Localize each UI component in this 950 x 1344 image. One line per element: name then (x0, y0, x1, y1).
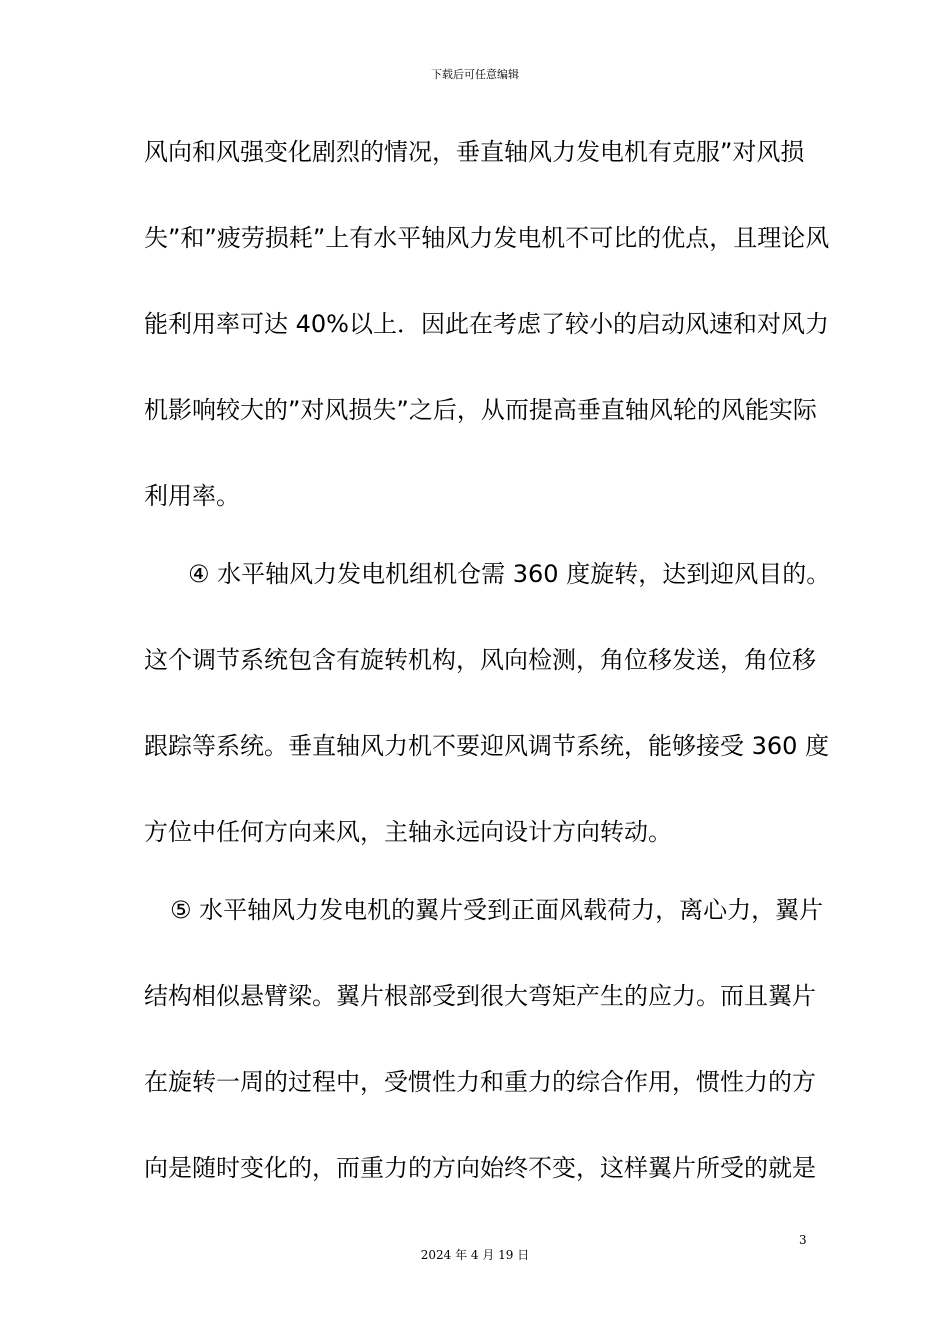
footer-date: 2024 年 4 月 19 日 (420, 1248, 530, 1262)
text-line: 机影响较大的”对风损失”之后，从而提高垂直轴风轮的风能实际 (144, 396, 817, 424)
text-line: 在旋转一周的过程中，受惯性力和重力的综合作用，惯性力的方 (144, 1068, 816, 1096)
text-line: 风向和风强变化剧烈的情况，垂直轴风力发电机有克服”对风损 (144, 138, 805, 166)
text-line: 跟踪等系统。垂直轴风力机不要迎风调节系统，能够接受 360 度 (144, 732, 830, 760)
page-header: 下载后可任意编辑 (431, 68, 519, 81)
text-line: ⑤ 水平轴风力发电机的翼片受到正面风载荷力，离心力，翼片 (170, 896, 824, 924)
text-line: 方位中任何方向来风，主轴永远向设计方向转动。 (144, 818, 672, 846)
text-line: 失”和”疲劳损耗”上有水平轴风力发电机不可比的优点，且理论风 (144, 224, 830, 252)
text-line: 这个调节系统包含有旋转机构，风向检测，角位移发送，角位移 (144, 646, 816, 674)
text-line: 结构相似悬臂梁。翼片根部受到很大弯矩产生的应力。而且翼片 (144, 982, 816, 1010)
text-line: 向是随时变化的，而重力的方向始终不变，这样翼片所受的就是 (144, 1154, 816, 1182)
text-line: 能利用率可达 40%以上．因此在考虑了较小的启动风速和对风力 (144, 310, 829, 338)
text-line: ④ 水平轴风力发电机组机仓需 360 度旋转，达到迎风目的。 (188, 560, 831, 588)
text-line: 利用率。 (144, 482, 240, 510)
page-number: 3 (799, 1233, 807, 1247)
